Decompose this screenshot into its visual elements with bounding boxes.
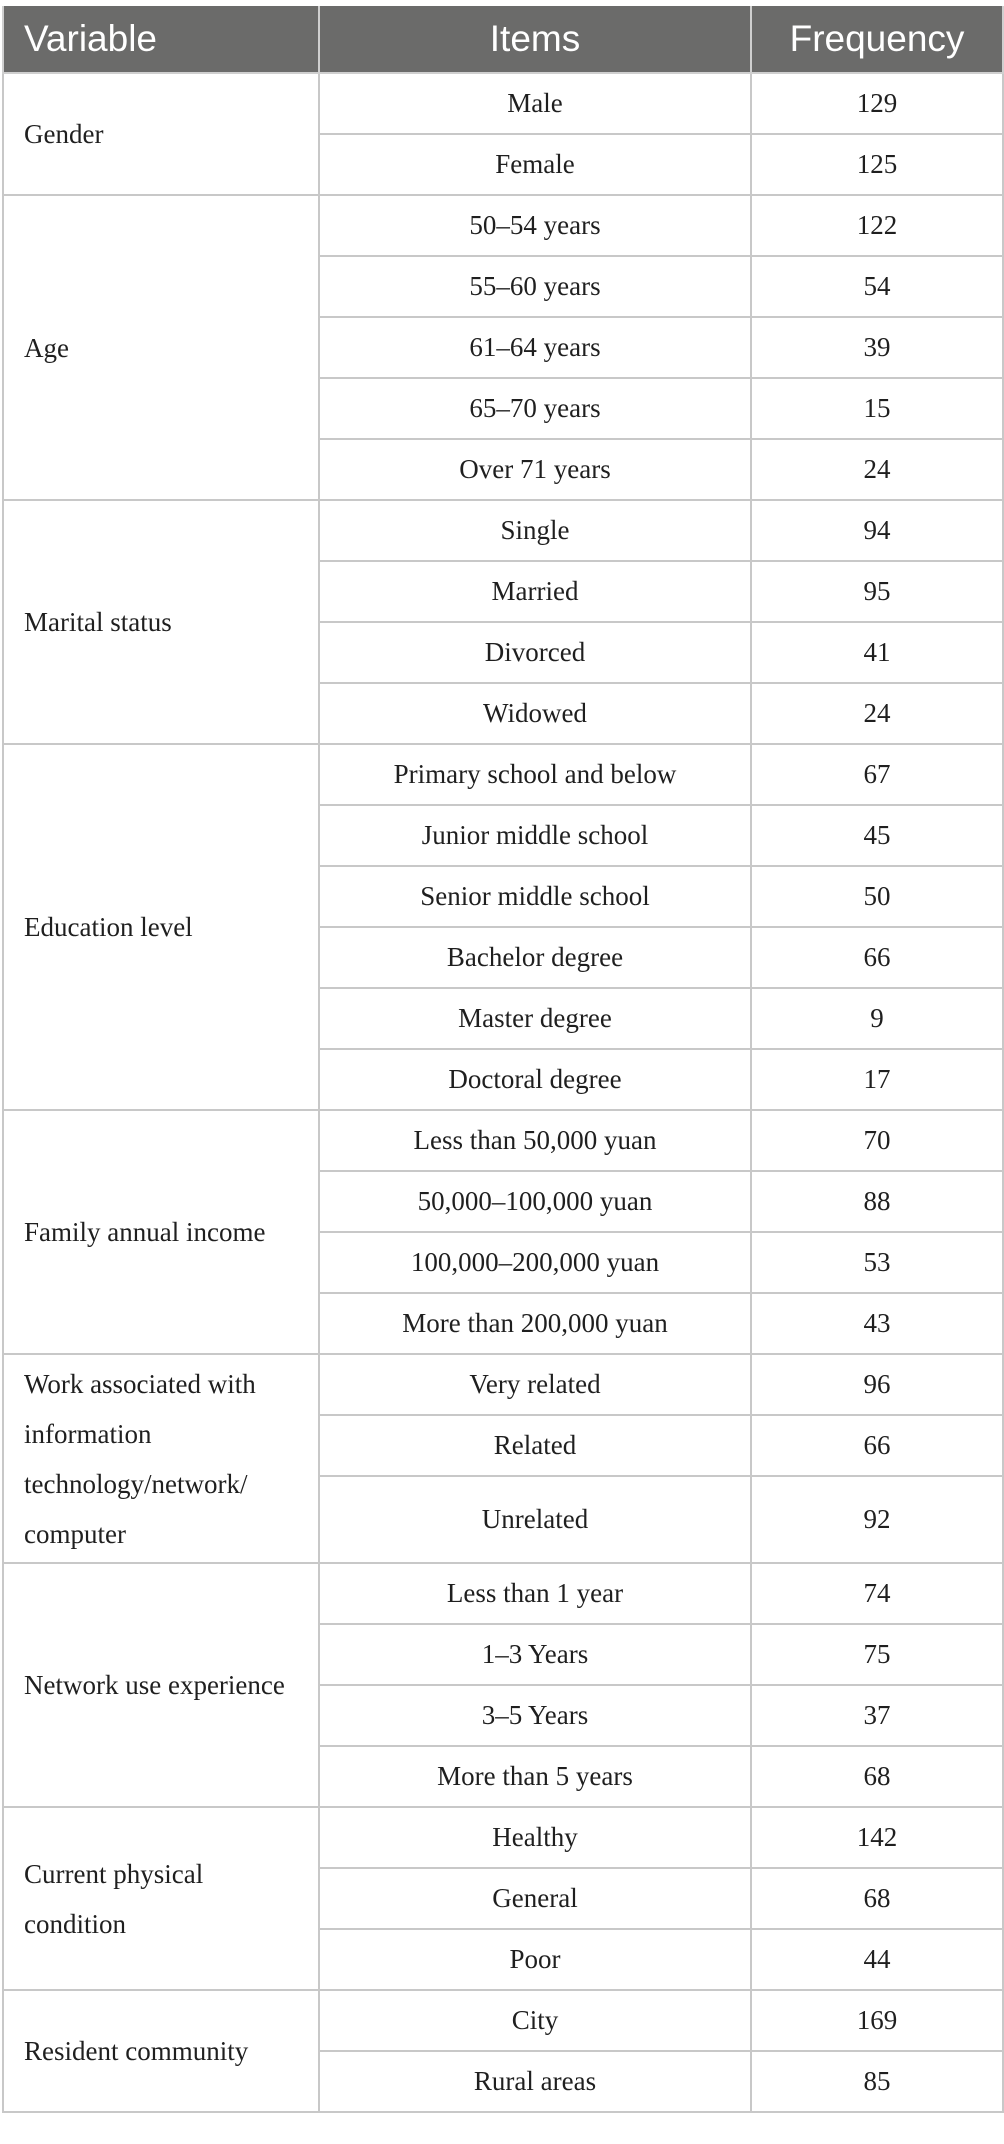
item-cell: Single xyxy=(319,500,751,561)
frequency-cell: 85 xyxy=(751,2051,1003,2112)
item-cell: 100,000–200,000 yuan xyxy=(319,1232,751,1293)
table-header xyxy=(3,6,1003,73)
table-row xyxy=(3,744,1003,805)
table-body xyxy=(3,73,1003,2112)
demographics-table xyxy=(2,6,1004,2113)
item-cell: City xyxy=(319,1990,751,2051)
variable-cell: Age xyxy=(3,195,319,500)
item-cell: 65–70 years xyxy=(319,378,751,439)
variable-cell: Family annual income xyxy=(3,1110,319,1354)
frequency-cell: 74 xyxy=(751,1563,1003,1624)
frequency-cell: 44 xyxy=(751,1929,1003,1990)
variable-cell: Marital status xyxy=(3,500,319,744)
item-cell: Senior middle school xyxy=(319,866,751,927)
frequency-cell: 66 xyxy=(751,1415,1003,1476)
frequency-cell: 67 xyxy=(751,744,1003,805)
frequency-cell: 95 xyxy=(751,561,1003,622)
frequency-cell: 70 xyxy=(751,1110,1003,1171)
item-cell: Master degree xyxy=(319,988,751,1049)
frequency-cell: 15 xyxy=(751,378,1003,439)
item-cell: Healthy xyxy=(319,1807,751,1868)
table-row xyxy=(3,1110,1003,1171)
item-cell: Unrelated xyxy=(319,1476,751,1563)
frequency-cell: 39 xyxy=(751,317,1003,378)
frequency-cell: 9 xyxy=(751,988,1003,1049)
variable-cell: Gender xyxy=(3,73,319,195)
item-cell: 3–5 Years xyxy=(319,1685,751,1746)
table-row xyxy=(3,1807,1003,1868)
item-cell: Very related xyxy=(319,1354,751,1415)
item-cell: General xyxy=(319,1868,751,1929)
frequency-cell: 66 xyxy=(751,927,1003,988)
item-cell: Bachelor degree xyxy=(319,927,751,988)
frequency-cell: 50 xyxy=(751,866,1003,927)
item-cell: 1–3 Years xyxy=(319,1624,751,1685)
frequency-cell: 125 xyxy=(751,134,1003,195)
variable-cell: Education level xyxy=(3,744,319,1110)
item-cell: Junior middle school xyxy=(319,805,751,866)
item-cell: More than 5 years xyxy=(319,1746,751,1807)
frequency-cell: 24 xyxy=(751,439,1003,500)
frequency-cell: 68 xyxy=(751,1868,1003,1929)
demographics-table-container xyxy=(2,6,1002,2113)
item-cell: Rural areas xyxy=(319,2051,751,2112)
header-items: Items xyxy=(319,6,751,73)
frequency-cell: 122 xyxy=(751,195,1003,256)
item-cell: Doctoral degree xyxy=(319,1049,751,1110)
frequency-cell: 96 xyxy=(751,1354,1003,1415)
header-frequency: Frequency xyxy=(751,6,1003,73)
header-variable: Variable xyxy=(3,6,319,73)
variable-cell: Resident community xyxy=(3,1990,319,2112)
frequency-cell: 53 xyxy=(751,1232,1003,1293)
frequency-cell: 129 xyxy=(751,73,1003,134)
frequency-cell: 88 xyxy=(751,1171,1003,1232)
variable-cell: Current physical condition xyxy=(3,1807,319,1990)
header-row xyxy=(3,6,1003,73)
item-cell: Related xyxy=(319,1415,751,1476)
table-row xyxy=(3,1354,1003,1415)
item-cell: Divorced xyxy=(319,622,751,683)
item-cell: More than 200,000 yuan xyxy=(319,1293,751,1354)
table-row xyxy=(3,1563,1003,1624)
frequency-cell: 142 xyxy=(751,1807,1003,1868)
item-cell: Less than 50,000 yuan xyxy=(319,1110,751,1171)
frequency-cell: 17 xyxy=(751,1049,1003,1110)
frequency-cell: 54 xyxy=(751,256,1003,317)
frequency-cell: 24 xyxy=(751,683,1003,744)
item-cell: Primary school and below xyxy=(319,744,751,805)
item-cell: 50,000–100,000 yuan xyxy=(319,1171,751,1232)
item-cell: Less than 1 year xyxy=(319,1563,751,1624)
table-row xyxy=(3,195,1003,256)
item-cell: 55–60 years xyxy=(319,256,751,317)
item-cell: 61–64 years xyxy=(319,317,751,378)
frequency-cell: 92 xyxy=(751,1476,1003,1563)
frequency-cell: 37 xyxy=(751,1685,1003,1746)
frequency-cell: 45 xyxy=(751,805,1003,866)
frequency-cell: 169 xyxy=(751,1990,1003,2051)
frequency-cell: 43 xyxy=(751,1293,1003,1354)
table-row xyxy=(3,500,1003,561)
item-cell: Male xyxy=(319,73,751,134)
item-cell: Married xyxy=(319,561,751,622)
table-row xyxy=(3,73,1003,134)
item-cell: Female xyxy=(319,134,751,195)
variable-cell: Work associated with information technology/network/ computer xyxy=(3,1354,319,1563)
item-cell: 50–54 years xyxy=(319,195,751,256)
frequency-cell: 75 xyxy=(751,1624,1003,1685)
item-cell: Over 71 years xyxy=(319,439,751,500)
variable-cell: Network use experience xyxy=(3,1563,319,1807)
table-row xyxy=(3,1990,1003,2051)
frequency-cell: 68 xyxy=(751,1746,1003,1807)
frequency-cell: 41 xyxy=(751,622,1003,683)
item-cell: Widowed xyxy=(319,683,751,744)
frequency-cell: 94 xyxy=(751,500,1003,561)
item-cell: Poor xyxy=(319,1929,751,1990)
